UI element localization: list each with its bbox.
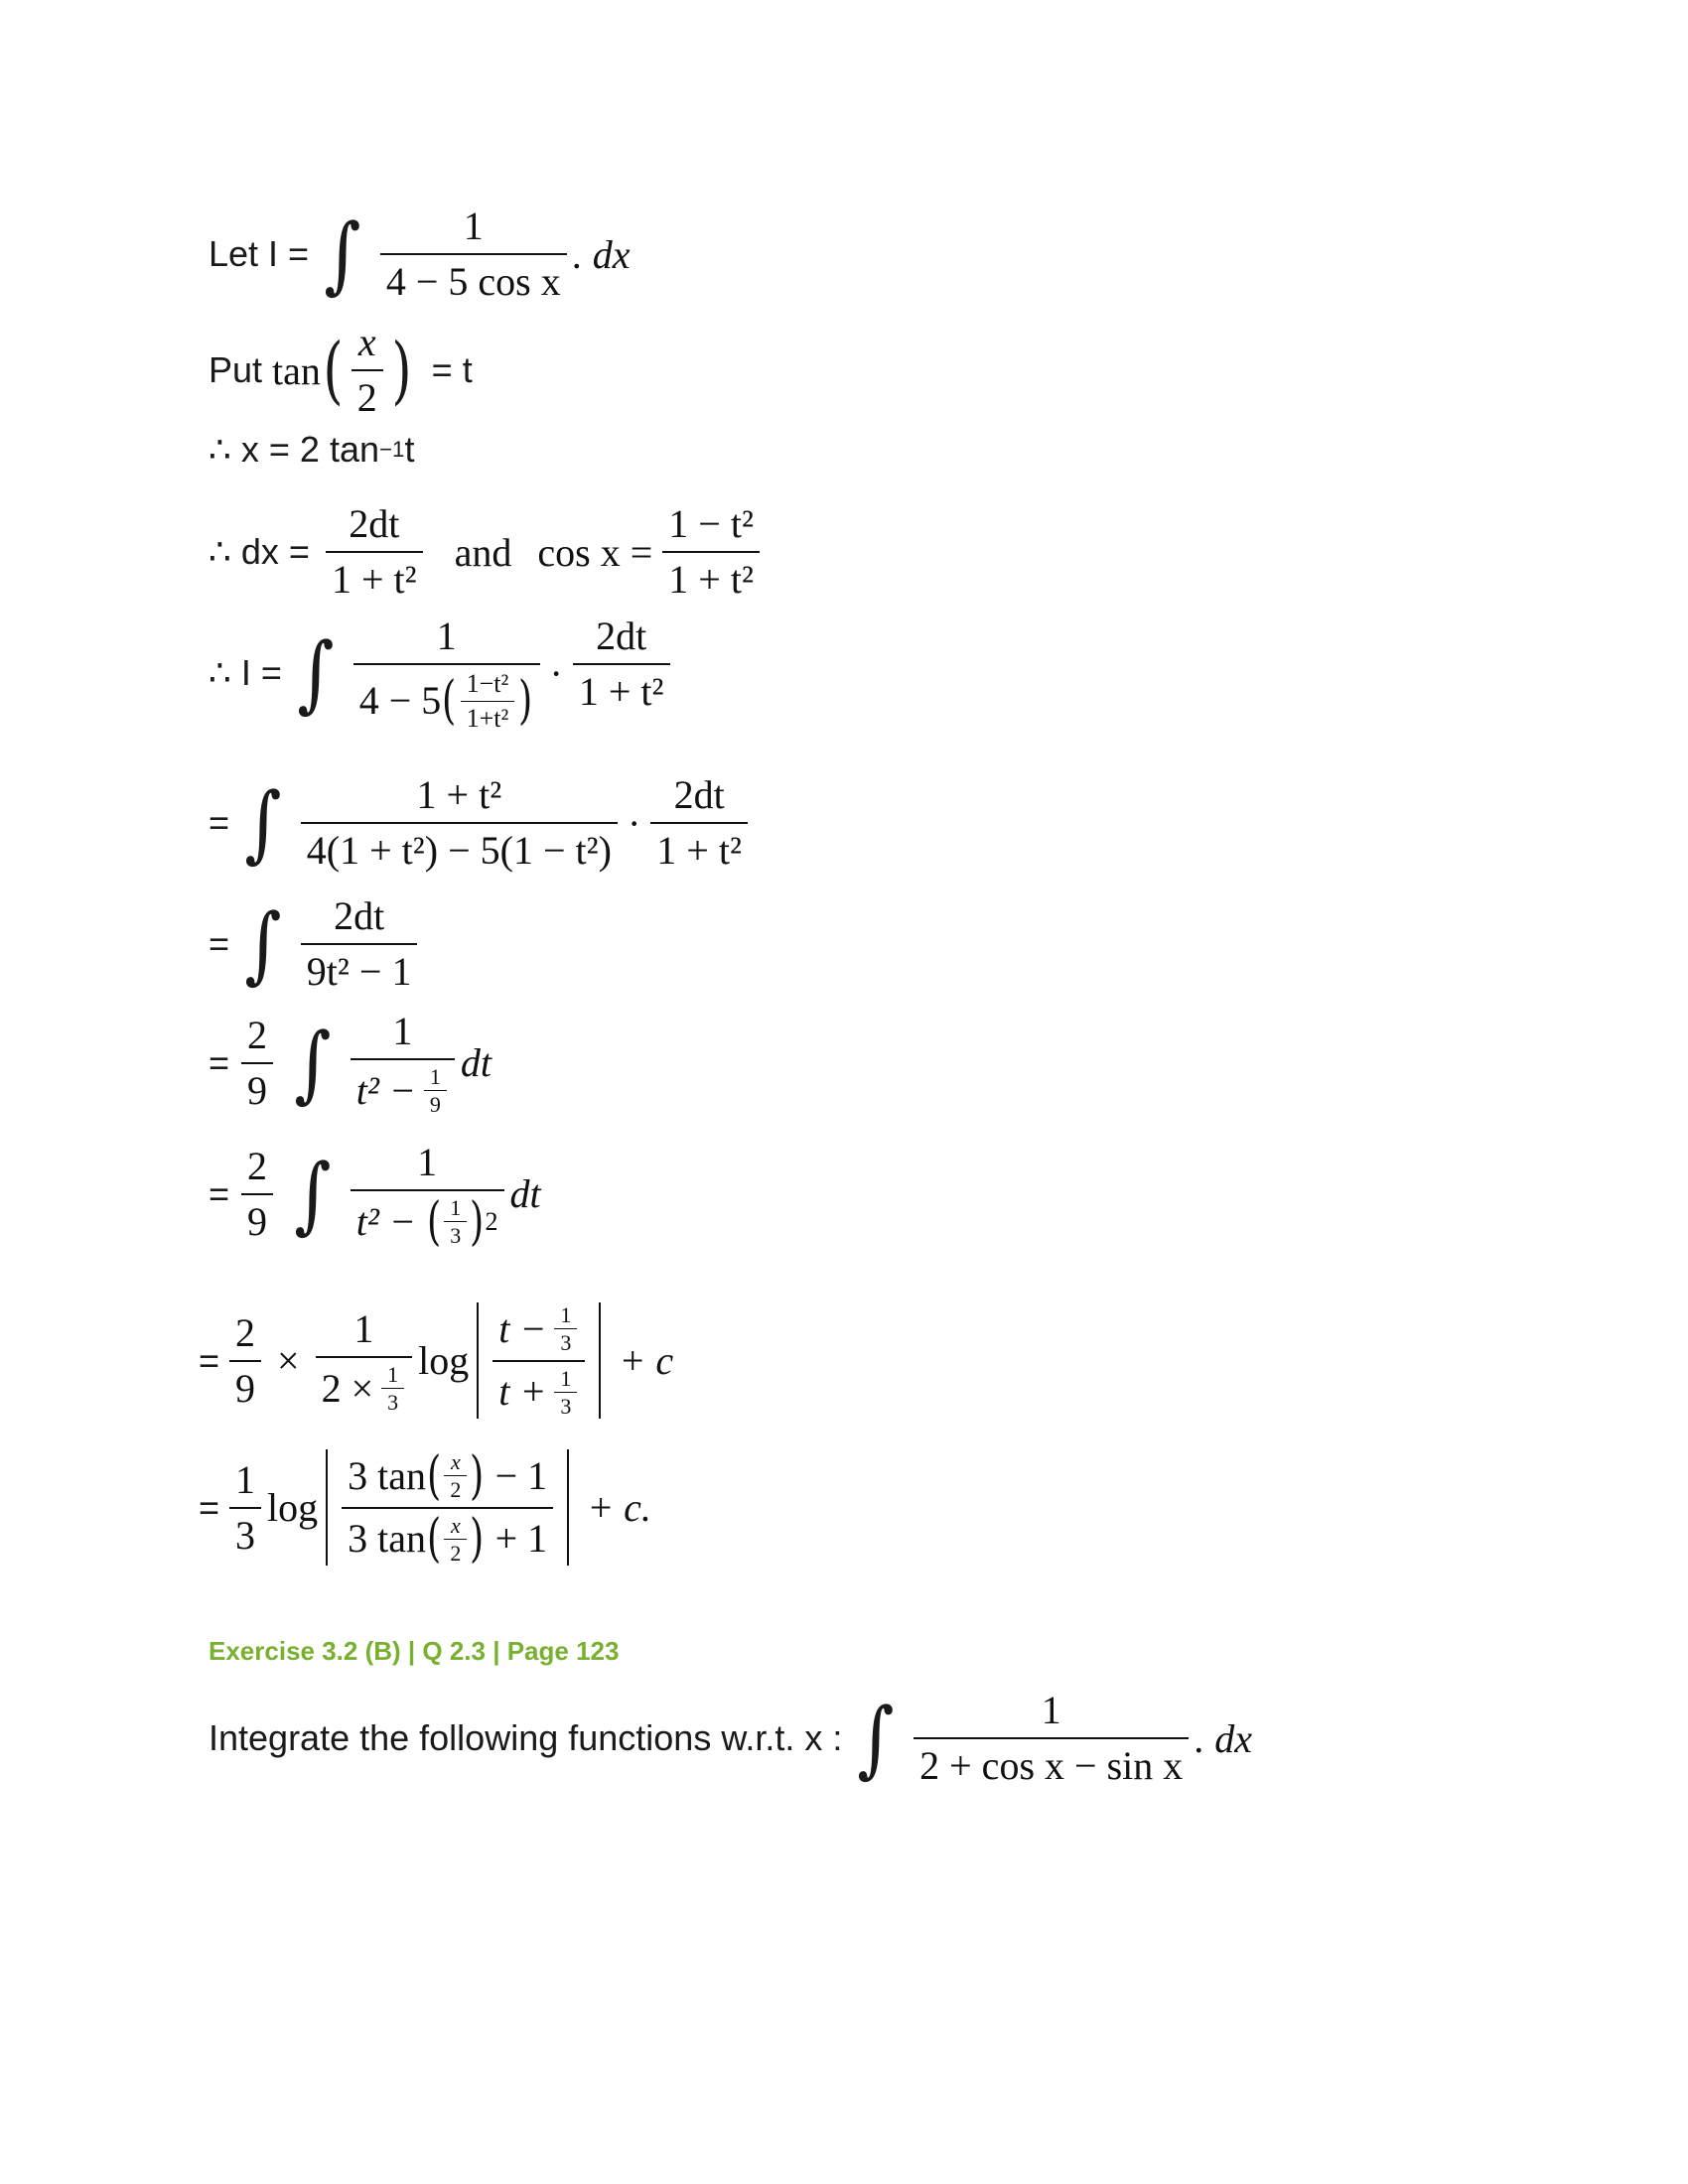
line-let-i	[209, 204, 631, 305]
question-line: Integrate the following functions w.r.t. x : ∫ $\frac{1}{\text{2 + cos x − sin x}}$ . dx	[209, 1688, 1253, 1788]
line-simplify-3: = $\frac{2}{9}$ ∫ 1 t² − $\frac{1}{9}$ dt	[209, 1009, 492, 1118]
line-i-sub: ∴ I = ∫ 1 4 − 5 ( $\frac{\text{1−t²}}{\text{1+t²}}$ ) · $\frac{2dt}{\text{1 + t²}}$	[209, 614, 676, 734]
dx: . dx	[572, 231, 631, 277]
integral-sign: ∫	[857, 1690, 895, 1787]
line-dx: ∴ dx = $\frac{2dt}{\text{1 + t²}}$ and cos x = $\frac{\text{1 − t²}}{\text{1 + t²}}$	[209, 501, 766, 603]
integral-sign: ∫	[324, 205, 361, 303]
let-i-label: Let I =	[209, 233, 310, 274]
question-text: Integrate the following functions w.r.t. x :	[209, 1717, 843, 1758]
line-simplify-1: = ∫ $\frac{\text{1 + t²}}{\text{4(1 + t²) − 5(1 − t²)}}$ · $\frac{2dt}{\text{1 + t²}}$	[209, 772, 754, 874]
fraction: $\frac{1}{\text{4 − 5 cos x}}$	[380, 204, 567, 305]
line-x-equals: ∴ x = 2 tan −1 t	[209, 429, 415, 470]
exercise-reference: Exercise 3.2 (B) | Q 2.3 | Page 123	[209, 1636, 620, 1666]
line-log-result: = $\frac{2}{9}$ × 1 2 × $\frac{1}{3}$ log t − $\frac{1}{3}$ t + $\frac{1}{3}$ + c	[199, 1302, 674, 1419]
line-simplify-2: = ∫ $\frac{2dt}{\text{9t² − 1}}$	[209, 893, 423, 995]
line-final-result: = $\frac{1}{3}$ log 3 tan ( $\frac{x}{2}$ ) − 1 3 tan ( $\frac{x}{2}$ ) + 1 + c.	[199, 1445, 651, 1570]
line-put-tan: Put tan ( $\frac{x}{2}$ ) = t	[209, 320, 473, 420]
line-simplify-4: = $\frac{2}{9}$ ∫ 1 t² − ( $\frac{1}{3}$ ) 2 dt	[209, 1140, 541, 1252]
